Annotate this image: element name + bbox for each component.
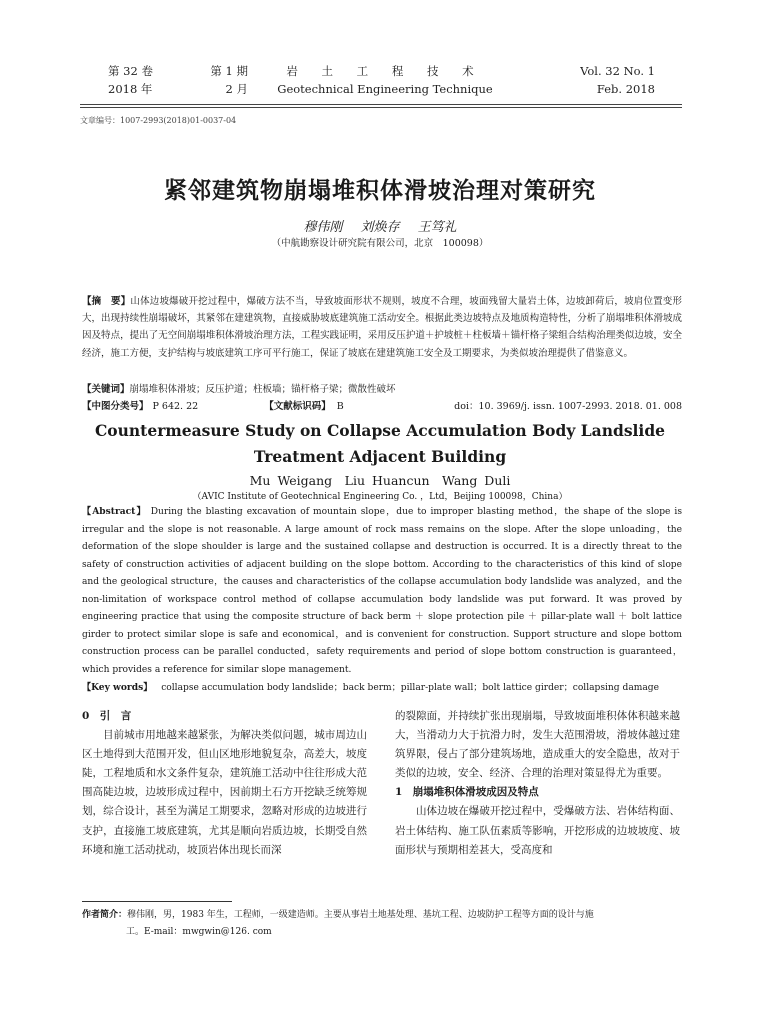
doc-code-label: 【文献标识码】 xyxy=(264,401,331,412)
keywords-en-label: 【Key words】 xyxy=(82,682,153,693)
footnote-label: 作者简介： xyxy=(82,910,128,920)
date-en: Feb. 2018 xyxy=(596,82,655,96)
keywords-en xyxy=(82,679,682,697)
header-left xyxy=(108,62,248,98)
header-rule xyxy=(80,104,682,105)
header-center xyxy=(270,62,500,98)
clc-value: P 642. 22 xyxy=(152,401,199,412)
journal-name-en: Geotechnical Engineering Technique xyxy=(277,82,493,96)
body-column-left xyxy=(82,707,367,860)
section-1-heading: 1 崩塌堆积体滑坡成因及特点 xyxy=(395,786,539,799)
section-0-paragraph: 目前城市用地越来越紧张，为解决类似问题，城市周边山区土地得到大范围开发，但山区地形地貌复杂，高差大，坡度陡，工程地质和水文条件复杂，建筑施工活动中往往形成大范围高陡边坡，边坡形成过程中，因前期土石方开挖缺乏统筹规划，综合设计，甚至为满足工期要求，忽略对形成的边坡进行支护，直接施工坡底建筑，尤其是顺向岩质边坡，长期受自然环境和施工活动扰动，坡顶岩体出现长而深 xyxy=(82,729,367,856)
section-1-paragraph: 山体边坡在爆破开挖过程中，受爆破方法、岩体结构面、岩土体结构、施工队伍素质等影响，开挖形成的边坡坡度、坡面形状与预期相差甚大，受高度和 xyxy=(395,805,680,856)
classification-row xyxy=(82,398,682,415)
abstract-en-text: During the blasting excavation of mountain slope，due to improper blasting method，the shape of the slope is irregular and the slope is not reasonable. A large amount of rock mass remains on the slope. After the slope unloading，the deformation of the slope shoulder is large and the sustained collapse and destruction is occurred. It is a directly threat to the safety of construction activities of adjacent building on the slope bottom. According to the characteristics of this kind of slope and the geological structure，the causes and characteristics of the collapse accumulation body landslide was analyzed，and the non-limitation of workspace control method of collapse accumulation body landslide was put forward. It was proved by engineering practice that using the composite structure of back berm ＋ slope protection pile ＋ pillar-plate wall ＋ bolt lattice girder to protect similar slope is safe and economical，and is convenient for construction. Support structure and slope bottom construction process can be parallel conducted，safety requirements and period of slope bottom construction is guaranteed，which provides a reference for similar slope management. xyxy=(82,507,682,675)
volume-en: Vol. 32 No. 1 xyxy=(580,64,655,78)
authors-cn: 穆伟刚 刘焕存 王笃礼 xyxy=(303,220,457,235)
footnote-text: 穆伟刚，男，1983 年生，工程师，一级建造师。主要从事岩土地基处理、基坑工程、边坡防护工程等方面的设计与施 xyxy=(127,910,594,920)
author-footnote xyxy=(82,907,682,941)
affiliation-cn: （中航勘察设计研究院有限公司，北京 100098） xyxy=(271,238,489,249)
keywords-cn-text: 崩塌堆积体滑坡；反压护道；柱板墙；锚杆格子梁；微散性破坏 xyxy=(129,384,396,395)
abstract-cn-text: 山体边坡爆破开挖过程中，爆破方法不当，导致坡面形状不规则，坡度不合理，坡面残留大量岩土体，边坡卸荷后，坡肩位置变形大，出现持续性崩塌破坏，其紧邻在建建筑物，直接威胁坡底建筑施工活动安全。根据此类边坡特点及地质构造特性，分析了崩塌堆积体滑坡成因及特点，提出了无空间崩塌堆积体滑坡治理方法，工程实践证明，采用反压护道＋护坡桩＋柱板墙＋锚杆格子梁组合结构治理类似边坡，安全经济，施工方便，支护结构与坡底建筑工序可平行施工，保证了坡底在建建筑施工安全及工期要求，为类似坡治理提供了借鉴意义。 xyxy=(82,296,682,359)
month-cn: 2 月 xyxy=(225,82,248,96)
footnote-rule xyxy=(82,901,232,902)
authors-en: Mu Weigang Liu Huancun Wang Duli xyxy=(249,473,511,488)
title-en xyxy=(0,418,760,470)
clc-label: 【中图分类号】 xyxy=(82,401,149,412)
title-cn: 紧邻建筑物崩塌堆积体滑坡治理对策研究 xyxy=(164,177,596,204)
keywords-cn-label: 【关键词】 xyxy=(82,384,130,395)
journal-name-cn: 岩 土 工 程 技 术 xyxy=(286,64,484,78)
footnote-text-continued: 工。E-mail：mwgwin@126. com xyxy=(126,927,272,937)
title-en-line1: Countermeasure Study on Collapse Accumulation Body Landslide xyxy=(94,421,666,440)
header-right xyxy=(495,62,655,98)
doc-code-value: B xyxy=(336,401,344,412)
affiliation-en: （AVIC Institute of Geotechnical Engineering Co. ，Ltd，Beijing 100098，China） xyxy=(192,492,568,502)
year-cn: 2018 年 xyxy=(108,82,153,96)
keywords-cn xyxy=(82,381,682,398)
keywords-en-text: collapse accumulation body landslide；back berm；pillar-plate wall；bolt lattice girder；collapsing damage xyxy=(161,683,659,693)
section-0-paragraph-continued: 的裂隙面，并持续扩张出现崩塌，导致坡面堆积体体积越来越大，当滑动力大于抗滑力时，发生大范围滑坡，滑坡体越过建筑界限，侵占了部分建筑场地，造成重大的安全隐患，故对于类似的边坡，安全、经济、合理的治理对策显得尤为重要。 xyxy=(395,710,680,780)
abstract-cn-label: 【摘 要】 xyxy=(82,296,131,307)
issue-cn: 第 1 期 xyxy=(210,64,248,78)
title-en-line2: Treatment Adjacent Building xyxy=(253,447,507,466)
section-0-heading: 0 引 言 xyxy=(82,710,132,722)
abstract-en xyxy=(82,503,682,679)
abstract-en-label: 【Abstract】 xyxy=(82,506,147,517)
article-number: 文章编号：1007-2993(2018)01-0037-04 xyxy=(80,116,237,125)
body-column-right xyxy=(395,707,680,860)
volume-cn: 第 32 卷 xyxy=(108,64,153,78)
abstract-cn xyxy=(82,293,682,362)
doi: doi：10. 3969/j. issn. 1007-2993. 2018. 01. 008 xyxy=(454,401,682,412)
header-rule xyxy=(80,107,682,108)
